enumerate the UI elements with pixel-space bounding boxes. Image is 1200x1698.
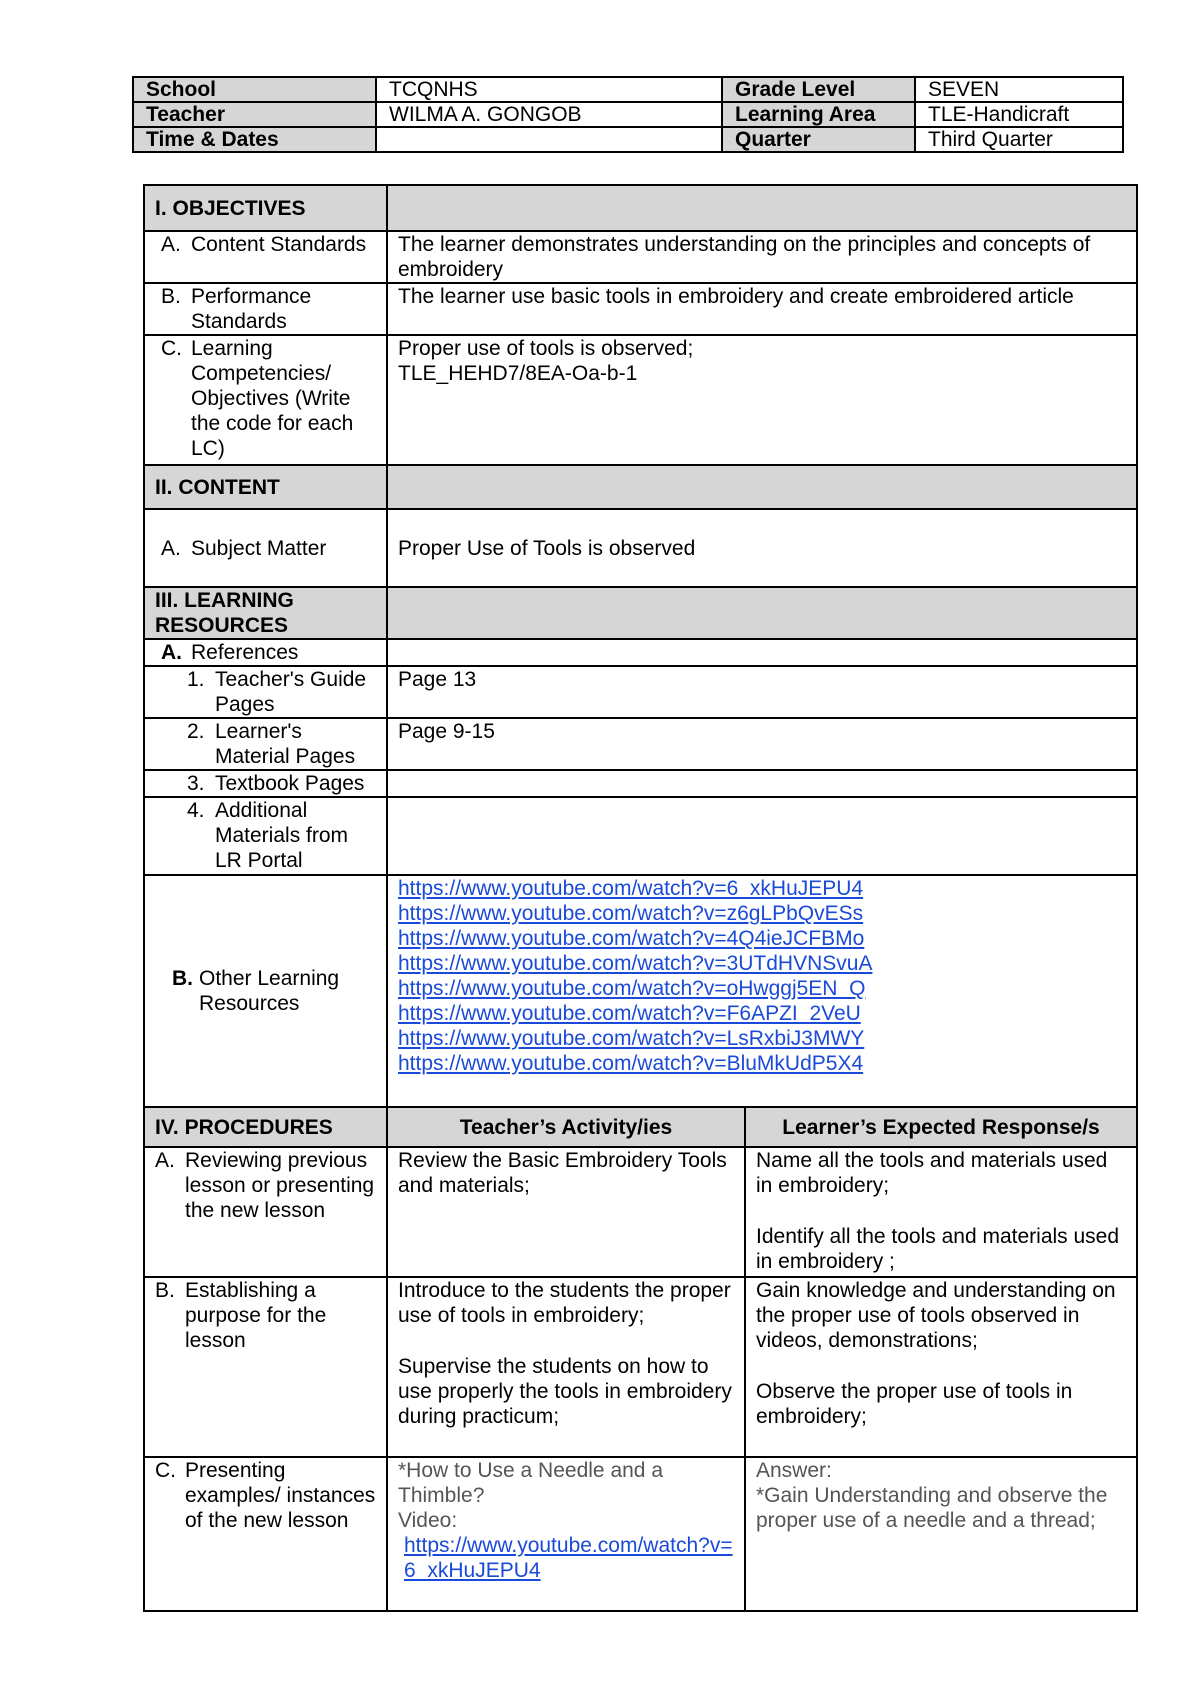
procedure-c-label: Presenting examples/ instances of the new lesson [185,1459,376,1532]
learner-response-column-header: Learner’s Expected Response/s [745,1107,1137,1147]
header-row-time [133,127,1123,152]
procedure-b-teacher-cell [387,1277,745,1457]
teacher-activity-column-header: Teacher’s Activity/ies [387,1107,745,1147]
school-label: School [133,77,376,102]
performance-standards-row [144,283,1137,335]
subject-matter-label-cell [144,509,387,587]
procedure-a-label-cell [144,1147,387,1277]
procedure-b-teacher-2: Supervise the students on how to use properly the tools in embroidery during practicum; [398,1355,732,1428]
references-label-cell [144,639,387,666]
learners-material-label: Learner's Material Pages [215,720,356,768]
resource-link[interactable]: https://www.youtube.com/watch?v=BluMkUdP5X4 [398,1052,864,1075]
performance-standards-label-cell [144,283,387,335]
procedure-c-teacher-1: *How to Use a Needle and a Thimble? [398,1459,663,1507]
additional-materials-row [144,797,1137,875]
learning-competencies-row [144,335,1137,465]
additional-materials-num: 4. [187,799,205,822]
time-dates-label: Time & Dates [133,127,376,152]
performance-standards-value: The learner use basic tools in embroidery and create embroidered article [387,283,1137,335]
procedure-a-learner-2: Identify all the tools and materials used in embroidery ; [756,1225,1120,1273]
procedure-a-label: Reviewing previous lesson or presenting the new lesson [185,1149,375,1222]
other-resources-links [387,875,1137,1107]
resources-heading-row [144,587,1137,639]
teachers-guide-label: Teacher's Guide Pages [215,668,367,716]
performance-standards-num: B. [161,285,181,308]
textbook-pages-label: Textbook Pages [215,772,365,795]
learning-competencies-label-cell [144,335,387,465]
procedure-c-learner-1: Answer: [756,1459,832,1482]
textbook-pages-row [144,770,1137,797]
procedure-c-video-link[interactable]: https://www.youtube.com/watch?v=6_xkHuJEPU4 [404,1534,733,1582]
procedure-row-b [144,1277,1137,1457]
spacer [756,1198,1126,1224]
content-standards-num: A. [161,233,181,256]
other-resources-label: Other Learning Resources [199,967,340,1015]
learners-material-row [144,718,1137,770]
references-label: References [191,641,299,664]
procedure-b-learner-1: Gain knowledge and understanding on the proper use of tools observed in videos, demonstrations; [756,1279,1116,1352]
learning-competencies-num: C. [161,337,182,360]
header-row-teacher [133,102,1123,127]
textbook-pages-label-cell [144,770,387,797]
resource-link[interactable]: https://www.youtube.com/watch?v=6_xkHuJEPU4 [398,877,864,900]
content-standards-row [144,231,1137,283]
lesson-plan-table [143,184,1138,1612]
subject-matter-value: Proper Use of Tools is observed [387,509,1137,587]
procedure-a-learner-cell [745,1147,1137,1277]
content-heading-blank [387,465,1137,509]
procedure-c-learner-cell [745,1457,1137,1611]
procedure-c-teacher-cell [387,1457,745,1611]
teachers-guide-row [144,666,1137,718]
learning-area-label: Learning Area [722,102,915,127]
procedure-c-num: C. [155,1459,176,1482]
procedure-a-learner-1: Name all the tools and materials used in embroidery; [756,1149,1108,1197]
content-standards-value: The learner demonstrates understanding on the principles and concepts of embroidery [387,231,1137,283]
competency-text: Proper use of tools is observed; [398,337,694,360]
teachers-guide-value: Page 13 [387,666,1137,718]
learners-material-num: 2. [187,720,205,743]
procedure-c-label-cell [144,1457,387,1611]
teachers-guide-label-cell [144,666,387,718]
quarter-label: Quarter [722,127,915,152]
learning-area-value: TLE-Handicraft [915,102,1123,127]
procedure-row-a [144,1147,1137,1277]
grade-level-label: Grade Level [722,77,915,102]
objectives-heading-row [144,185,1137,231]
teacher-label: Teacher [133,102,376,127]
additional-materials-label-cell [144,797,387,875]
resources-heading: III. LEARNING RESOURCES [144,587,387,639]
procedure-c-learner-2: *Gain Understanding and observe the proper use of a needle and a thread; [756,1484,1108,1532]
learners-material-value: Page 9-15 [387,718,1137,770]
procedure-b-learner-2: Observe the proper use of tools in embroidery; [756,1380,1073,1428]
resource-link[interactable]: https://www.youtube.com/watch?v=z6gLPbQvESs [398,902,864,925]
procedure-c-teacher-2: Video: [398,1509,458,1532]
content-heading: II. CONTENT [144,465,387,509]
procedure-b-label-cell [144,1277,387,1457]
grade-level-value: SEVEN [915,77,1123,102]
references-value [387,639,1137,666]
teachers-guide-num: 1. [187,668,205,691]
content-standards-label-cell [144,231,387,283]
subject-matter-row [144,509,1137,587]
competency-code: TLE_HEHD7/8EA-Oa-b-1 [398,362,638,385]
header-row-school [133,77,1123,102]
other-resources-label-cell [144,875,387,1107]
resources-heading-blank [387,587,1137,639]
resource-link[interactable]: https://www.youtube.com/watch?v=3UTdHVNSvuA [398,952,873,975]
references-num: A. [161,641,182,664]
time-dates-value [376,127,722,152]
learners-material-label-cell [144,718,387,770]
objectives-heading-blank [387,185,1137,231]
other-resources-row [144,875,1137,1107]
resource-link[interactable]: https://www.youtube.com/watch?v=4Q4ieJCFBMo [398,927,865,950]
spacer [398,1328,734,1354]
textbook-pages-value [387,770,1137,797]
subject-matter-num: A. [161,536,181,560]
procedure-row-c [144,1457,1137,1611]
additional-materials-label: Additional Materials from LR Portal [215,799,349,872]
procedures-heading-row [144,1107,1137,1147]
spacer [756,1353,1126,1379]
procedure-a-num: A. [155,1149,175,1172]
textbook-pages-num: 3. [187,772,205,795]
procedures-heading: IV. PROCEDURES [144,1107,387,1147]
content-heading-row [144,465,1137,509]
performance-standards-label: Performance Standards [191,285,312,333]
procedure-b-teacher-1: Introduce to the students the proper use of tools in embroidery; [398,1279,731,1327]
procedure-b-num: B. [155,1279,175,1302]
resource-link[interactable]: https://www.youtube.com/watch?v=F6APZI_2VeU [398,1002,861,1025]
subject-matter-label: Subject Matter [191,536,327,560]
procedure-a-teacher: Review the Basic Embroidery Tools and materials; [387,1147,745,1277]
procedure-b-label: Establishing a purpose for the lesson [185,1279,327,1352]
resource-link[interactable]: https://www.youtube.com/watch?v=oHwggj5EN_Q [398,977,866,1000]
school-value: TCQNHS [376,77,722,102]
learning-competencies-value-cell [387,335,1137,465]
quarter-value: Third Quarter [915,127,1123,152]
resource-link[interactable]: https://www.youtube.com/watch?v=LsRxbiJ3MWY [398,1027,865,1050]
teacher-value: WILMA A. GONGOB [376,102,722,127]
objectives-heading: I. OBJECTIVES [144,185,387,231]
other-resources-num: B. [172,967,193,990]
additional-materials-value [387,797,1137,875]
learning-competencies-label: Learning Competencies/ Objectives (Write the code for each LC) [191,337,354,460]
header-table [132,76,1124,153]
content-standards-label: Content Standards [191,233,367,256]
procedure-b-learner-cell [745,1277,1137,1457]
references-row [144,639,1137,666]
